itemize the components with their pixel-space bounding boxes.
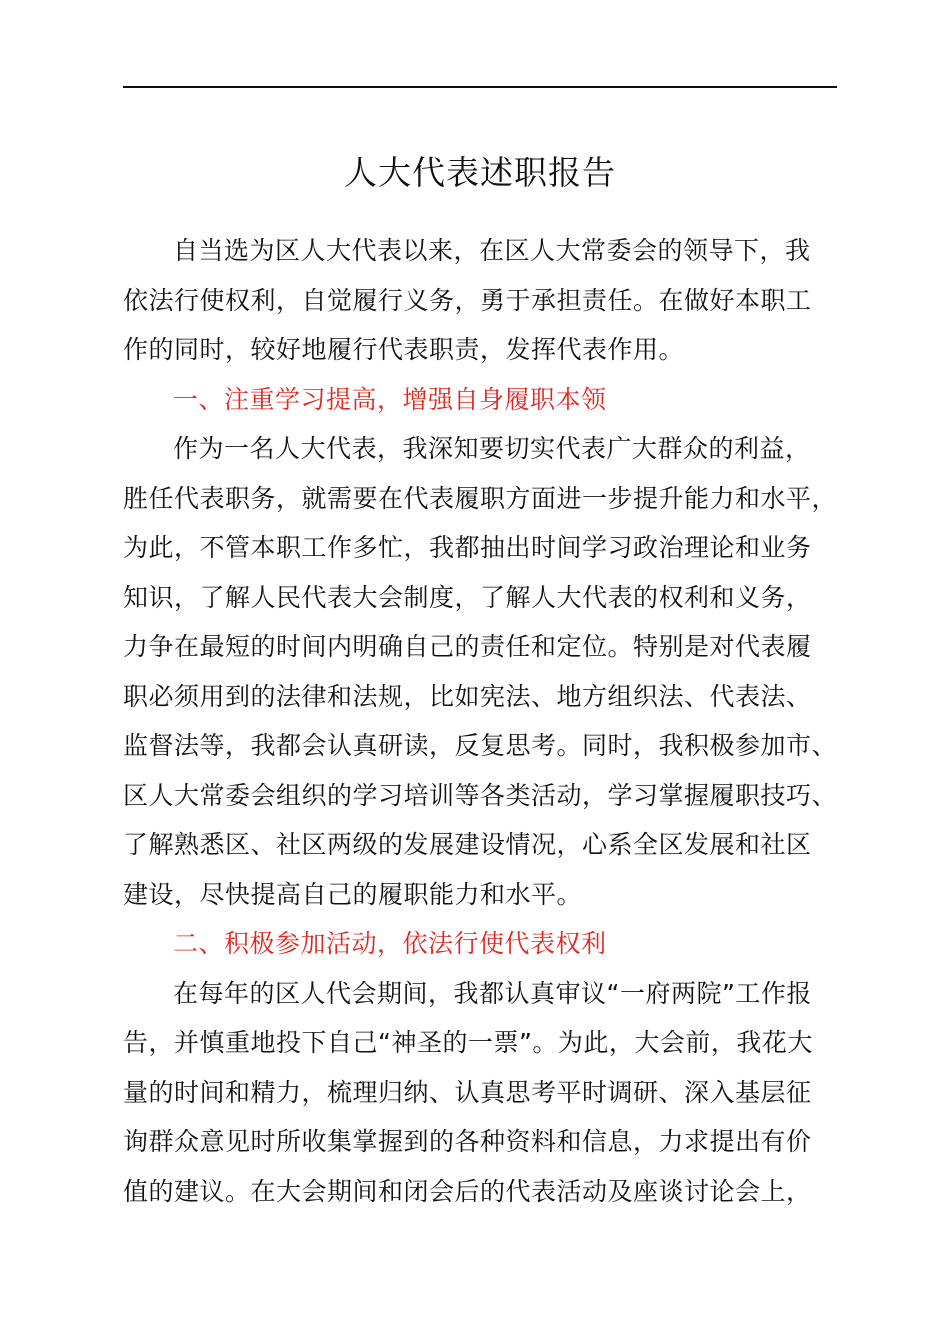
text-line: 自当选为区人大代表以来，在区人大常委会的领导下，我 <box>173 236 811 265</box>
text-line: 询群众意见时所收集掌握到的各种资料和信息，力求提出有价 <box>123 1127 812 1156</box>
text-line: 为此，不管本职工作多忙，我都抽出时间学习政治理论和业务 <box>123 533 812 562</box>
text-line: 建设，尽快提高自己的履职能力和水平。 <box>123 879 583 909</box>
text-line: 区人大常委会组织的学习培训等各类活动，学习掌握履职技巧、 <box>123 780 838 810</box>
text-line: 知识，了解人民代表大会制度，了解人大代表的权利和义务， <box>123 582 812 612</box>
header-rule <box>123 86 837 88</box>
heading-text: 一、注重学习提高，增强自身履职本领 <box>173 384 607 414</box>
heading-text: 二、积极参加活动，依法行使代表权利 <box>173 929 607 958</box>
section-heading-2 <box>123 919 843 969</box>
text-line: 值的建议。在大会期间和闭会后的代表活动及座谈讨论会上， <box>123 1176 812 1206</box>
text-line: 在每年的区人代会期间，我都认真审议“一府两院”工作报 <box>173 978 812 1008</box>
document-title: 人大代表述职报告 <box>344 153 616 192</box>
text-line: 依法行使权利，自觉履行义务，勇于承担责任。在做好本职工 <box>123 285 812 315</box>
text-line: 作为一名人大代表，我深知要切实代表广大群众的利益， <box>173 434 811 463</box>
text-line: 了解熟悉区、社区两级的发展建设情况，心系全区发展和社区 <box>123 830 812 859</box>
text-line: 量的时间和精力，梳理归纳、认真思考平时调研、深入基层征 <box>123 1077 812 1107</box>
paragraph-section-1 <box>123 424 843 919</box>
text-line: 告，并慎重地投下自己“神圣的一票”。为此，大会前，我花大 <box>123 1028 813 1057</box>
paragraph-section-2 <box>123 969 843 1217</box>
text-line: 作的同时，较好地履行代表职责，发挥代表作用。 <box>123 335 685 364</box>
document-body <box>123 226 843 1216</box>
text-line: 胜任代表职务，就需要在代表履职方面进一步提升能力和水平， <box>123 483 838 513</box>
paragraph-intro <box>123 226 843 375</box>
text-line: 职必须用到的法律和法规，比如宪法、地方组织法、代表法、 <box>123 681 812 711</box>
section-heading-1 <box>123 375 843 425</box>
text-line: 力争在最短的时间内明确自己的责任和定位。特别是对代表履 <box>123 632 812 661</box>
text-line: 监督法等，我都会认真研读，反复思考。同时，我积极参加市、 <box>123 731 838 760</box>
